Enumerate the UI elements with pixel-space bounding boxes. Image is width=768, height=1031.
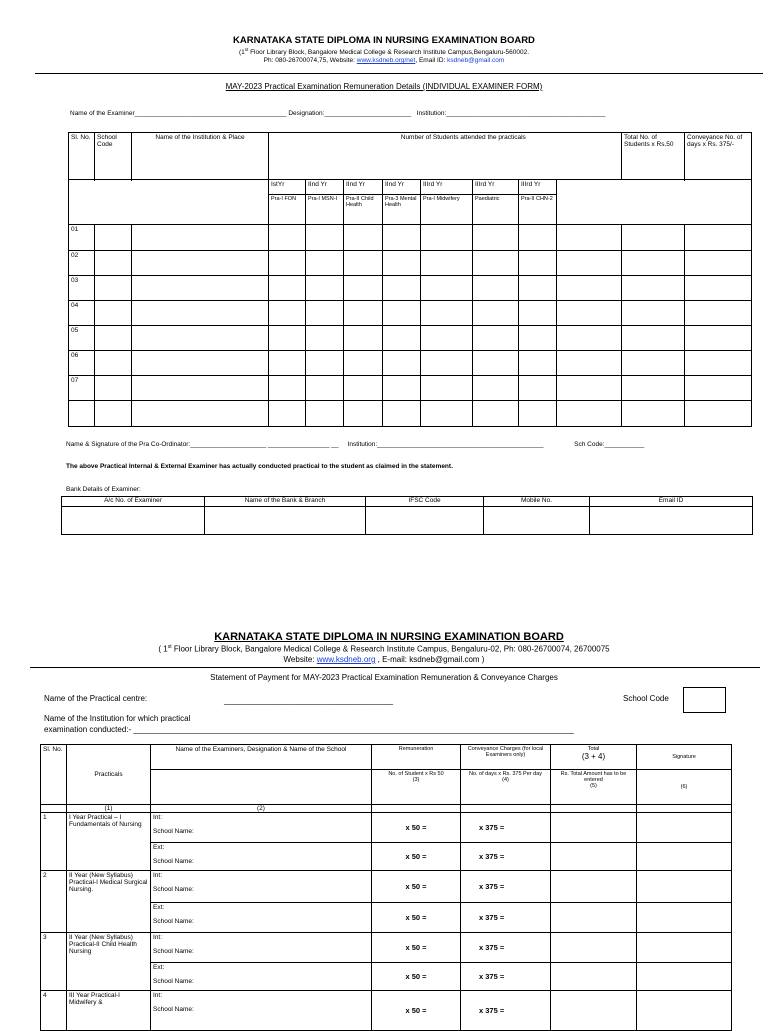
bank-col-bank: Name of the Bank & Branch [205,497,366,507]
table-row: 02 [69,251,752,276]
pay-col-examiners: Name of the Examiners, Designation & Name of the School [151,745,372,770]
col-num-2: (2) [151,805,372,813]
pay-col-signature: Signature [637,745,732,770]
subject-4: Pra-3 Mental Health [383,195,421,225]
form2-address: ( 1st Floor Library Block, Bangalore Medical College & Research Institute Campus, Bengaluru-02, Ph: 080-26700074, 26700075 [158,644,610,654]
form1-address: (1st Floor Library Block, Bangalore Medical College & Research Institute Campus,Bengaluru-560002. [238,47,530,57]
col-conveyance: Conveyance No. of days x Rs. 375/- [685,133,752,180]
institution-line-2: examination conducted:- ___________________________________________________________________________________________________ [44,725,574,734]
bank-label: Bank Details of Examiner: [66,486,141,493]
bank-col-mobile: Mobile No. [484,497,590,507]
centre-label: Name of the Practical centre: [44,694,148,703]
form2-website: Website: www.ksdneb.org , E-mail: ksdneb@gmail.com ) [283,655,485,664]
sig-num: (6) [637,770,732,805]
form2-title: KARNATAKA STATE DIPLOMA IN NURSING EXAMINATION BOARD [214,631,564,643]
centre-underline: ______________________________________ [224,696,394,705]
table-row: 4 III Year Practical-I Midwifery & Int: School Name: x 50 = x 375 = [41,991,732,1031]
pay-col-remuneration: Remuneration [372,745,461,770]
form1-header-rule [35,73,763,74]
table-row: 3 II Year (New Syllabus) Practical-II Child Health Nursing Int: School Name: x 50 = x 375 = [41,933,732,963]
statement-title: Statement of Payment for MAY-2023 Practical Examination Remuneration & Conveyance Charges [210,673,558,682]
subject-1: Pra-I FON [269,195,306,225]
institution-line-1: Name of the Institution for which practical [44,714,191,723]
col-school-code: School Code [95,133,132,180]
table-row: 2 II Year (New Syllabus) Practical-I Medical Surgical Nursing. Int: School Name: x 50 = x 375 = [41,871,732,903]
col-sl-no: Sl. No. [69,133,95,180]
rem-sub: No. of Student x Rs 50 (3) [372,770,461,805]
pay-col-conveyance: Conveyance Charges (for local Examiners only) [461,745,551,770]
school-code-box[interactable] [683,687,726,713]
subject-7: Pra-II CHN-2 [519,195,557,225]
pay-col-sl: Sl. No. [41,745,67,805]
year-2: IInd Yr [306,180,344,195]
pay-col-total: Total (3 + 4) [551,745,637,770]
coordinator-line: Name & Signature of the Pra Co-Ordinator:_____________________ _________________ __ Institution:______________________________________________ Sch Code:___________ [66,441,645,448]
table-row: 1 I Year Practical – I Fundamentals of Nursing Int: School Name: x 50 = x 375 = [41,813,732,843]
form2-website-link[interactable]: www.ksdneb.org [316,655,376,664]
bank-table [61,496,753,535]
payment-table: Sl. No. Practicals Name of the Examiners, Designation & Name of the School Remuneration Conveyance Charges (for local Examiners only) Total (3 + 4) Signature No. of Student x Rs 50 (3) No. of days x Rs. 375 Per day (4) Rs. Total Amount has to be entered (5) (6) (1) (2) 1 I Year Practical – I Fundamentals of Nursing Int: School Name: x 50 = x 375 = Ext: School Name: x 50 = x 375 = 2 II Year (New Syllabus) Practical-I Medical Surgical Nursing. Int: School Name: x 50 = x 375 = Ext: School Name: x 50 = x 375 = 3 II Year (New Syllabus) Practical-II Child Health Nursing Int: School Name: x 50 = x 375 = Ext: School Name: x 50 = x 375 = 4 III Year Practical-I Midwifery & Int: School Name: x 50 = x 375 = [40,744,732,1031]
table-row: 07 [69,376,752,401]
col-students: Number of Students attended the practicals [306,133,622,180]
col-num-1: (1) [67,805,151,813]
year-1: IstYr [269,180,306,195]
conv-sub: No. of days x Rs. 375 Per day (4) [461,770,551,805]
form2-header-rule [30,667,760,668]
form1-website-link[interactable]: www.ksdneb.org/net [356,57,416,64]
year-6: IIIrd Yr [473,180,519,195]
total-sub: Rs. Total Amount has to be entered (5) [551,770,637,805]
bank-col-ifsc: IFSC Code [366,497,484,507]
subject-3: Pra-II Child Health [344,195,383,225]
form1-title: KARNATAKA STATE DIPLOMA IN NURSING EXAMINATION BOARD [233,35,535,46]
table-row: 04 [69,301,752,326]
examiner-line: Name of the Examiner__________________________________________ Designation:________________________ Institution:____________________________________________ [70,110,606,117]
subject-6: Paediatric [473,195,519,225]
year-4: IInd Yr [383,180,421,195]
table-row: 06 [69,351,752,376]
bank-col-email: Email ID [590,497,753,507]
subject-2: Pra-I MSN-I [306,195,344,225]
form1-email-link[interactable]: ksdneb@gmail.com [447,57,505,64]
col-institution: Name of the Institution & Place [132,133,269,180]
school-code-label: School Code [623,694,669,703]
year-3: IInd Yr [344,180,383,195]
pay-col-practicals: Practicals [67,745,151,805]
table-row: 05 [69,326,752,351]
table-row: 01 [69,225,752,251]
year-7: IIIrd Yr [519,180,557,195]
table-row [69,401,752,427]
table-row: 03 [69,276,752,301]
bank-col-account: A/c No. of Examiner [62,497,205,507]
subject-5: Pra-I Midwifery [421,195,473,225]
examiner-table [68,132,752,427]
form1-subtitle: MAY-2023 Practical Examination Remuneration Details (INDIVIDUAL EXAMINER FORM) [225,82,543,91]
col-total-students: Total No. of Students x Rs.50 [622,133,685,180]
examiner-statement: The above Practical Internal & External Examiner has actually conducted practical to the student as claimed in the statement. [66,463,453,470]
year-5: IIIrd Yr [421,180,473,195]
form1-contact: Ph: 080-26700074,75, Website: www.ksdneb.org/net, Email ID: ksdneb@gmail.com [263,57,505,64]
